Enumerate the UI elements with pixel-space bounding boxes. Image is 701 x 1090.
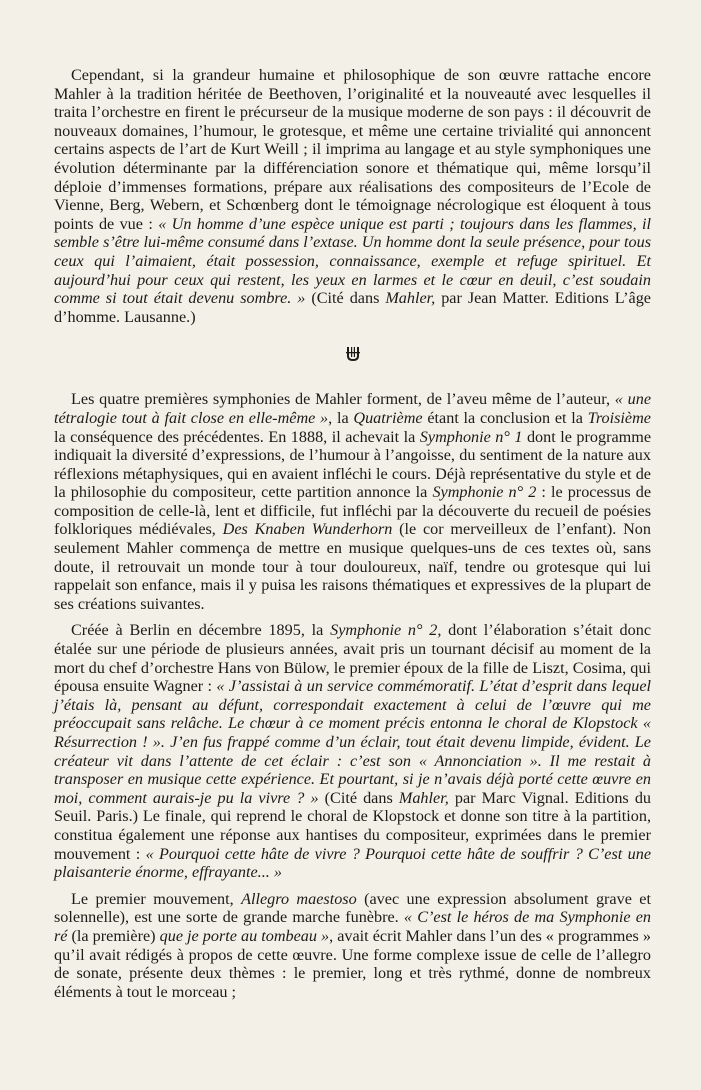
citation-source: par Jean Matter. Editions L’âge d’homme. Lausanne.) xyxy=(54,289,651,326)
book-title: Mahler, xyxy=(398,788,449,807)
work-title: Troisième xyxy=(587,408,651,427)
text-run: : le processus de composition de celle-là, lent et difficile, fut infléchi par la découverte du recueil de poésies folkloriques médiévales, xyxy=(54,483,651,539)
paragraph-1 xyxy=(54,66,651,326)
text-run: (la première) xyxy=(67,926,160,945)
paragraph-4 xyxy=(54,890,651,1002)
lyre-monogram-icon xyxy=(346,346,360,362)
quotation-first-movement: « Pourquoi cette hâte de vivre ? Pourquoi cette hâte de souffrir ? C’est une plaisanterie énorme, effrayante... » xyxy=(54,844,652,882)
text-run: Créée à Berlin en décembre 1895, la xyxy=(71,621,331,640)
text-run: , avait écrit Mahler dans l’un des « programmes » qu’il avait rédigés à propos de cette œuvre. Une forme complexe issue de celle de l’allegro de sonate, présente deux thèmes : le premier, long et très rythmé, donne de nombreux éléments à tout le morceau ; xyxy=(54,926,651,1001)
work-title: Des Knaben Wunderhorn xyxy=(222,520,393,539)
text-run: , la xyxy=(328,408,354,427)
text-run: dont l’élaboration s’était donc étalée sur une période de plusieurs années, avait pris un tournant décisif au moment de la mort du chef d’orchestre Hans von Bülow, le premier époux de la fille de Liszt, Cosima, qui épousa ensuite Wagner : xyxy=(54,621,652,696)
section-ornament xyxy=(54,346,651,362)
text-run: Les quatre premières symphonies de Mahler forment, de l’aveu même de l’auteur, xyxy=(71,390,615,409)
text-run: la conséquence des précédentes. En 1888, il achevait la xyxy=(54,427,420,446)
text-run: (le cor merveilleux de l’enfant). Non seulement Mahler commença de mettre en musique quelques-uns de ces textes où, sans doute, il retrouvait un monde tour à tour douloureux, naïf, tendre ou grotesque qui lui rappelait son enfance, mais il y puisa les raisons thématiques et expressives de la plupart de ses créations suivantes. xyxy=(54,520,651,613)
quotation-hero: que je porte au tombeau » xyxy=(159,926,330,945)
quotation-schoenberg: « Un homme d’une espèce unique est parti ; toujours dans les flammes, il semble s’être lui-même consumé dans l’extase. Un homme dont la seule présence, pour tous ceux qui l’aimaient, était possession, connaissance, exemple et refuge spirituel. Et aujourd’hui pour ceux qui restent, les yeux en larmes et le cœur en deuil, c’est soudain comme si tout était devenu sombre. » xyxy=(54,214,651,308)
tempo-marking: Allegro maestoso xyxy=(241,889,357,908)
text-run: (Cité dans xyxy=(305,289,386,308)
quotation-mahler: « J’assistai à un service commémoratif. L’état d’esprit dans lequel j’étais là, pensant au défunt, correspondait exactement à celui de l’œuvre qui me préoccupait sans relâche. Le chœur à ce moment précis entonna le choral de Klopstock « Résurrection ! ». J’en fus frappé comme d’un éclair, tout était devenu limpide, évident. Le créateur vit dans l’attente de cet éclair : c’est son « Annonciation ». Il me restait à transposer en musique cette expérience. Et pourtant, si je n’avais déjà porté cette œuvre en moi, comment aurais-je pu la vivre ? » xyxy=(54,677,652,807)
text-run: Le premier mouvement, xyxy=(71,889,242,908)
work-title: Symphonie n° 1 xyxy=(419,427,523,446)
text-run: étant la conclusion et la xyxy=(422,408,588,427)
quotation-hero: « C’est le héros de ma Symphonie en ré xyxy=(54,908,651,945)
text-run: dont le programme indiquait la diversité d’expressions, de l’humour à l’angoisse, du sentiment de la nature aux réflexions métaphysiques, qui en avaient infléchi le cours. Déjà représentative du style et de la philosophie du compositeur, cette partition annonce la xyxy=(54,427,652,502)
quotation-tetralogy: « une tétralogie tout à fait close en elle-même » xyxy=(54,390,651,427)
paragraph-2 xyxy=(54,390,651,613)
book-title: Mahler, xyxy=(385,289,436,308)
text-run: par Marc Vignal. Editions du Seuil. Paris.) Le finale, qui reprend le choral de Klopstock et donne son titre à la partition, constitua également une réponse aux hantises du compositeur, exprimées dans le premier mouvement : xyxy=(54,788,652,863)
text-run: (avec une expression absolument grave et solennelle), est une sorte de grande marche funèbre. xyxy=(54,889,651,927)
text-run: (Cité dans xyxy=(318,788,399,807)
work-title: Quatrième xyxy=(353,408,423,427)
work-title: Symphonie n° 2, xyxy=(330,621,442,640)
paragraph-3 xyxy=(54,621,651,881)
work-title: Symphonie n° 2 xyxy=(432,483,537,502)
text-run: Cependant, si la grandeur humaine et philosophique de son œuvre rattache encore Mahler à la tradition héritée de Beethoven, l’originalité et la nouveauté avec lesquelles il traita l’orchestre en firent le précurseur de la musique moderne de son pays : il découvrit de nouveaux domaines, l’humour, le grotesque, et même une certaine trivialité qui annoncent certains aspects de l’art de Kurt Weill ; il imprima au langage et au style symphoniques une évolution déterminante par la différenciation sonore et thématique qui, même lorsqu’il déploie d’immenses formations, prépare aux réalisations des compositeurs de l’Ecole de Vienne, Berg, Webern, et Schœnberg dont le témoignage nécrologique est éloquent à tous points de vue : xyxy=(54,66,651,233)
